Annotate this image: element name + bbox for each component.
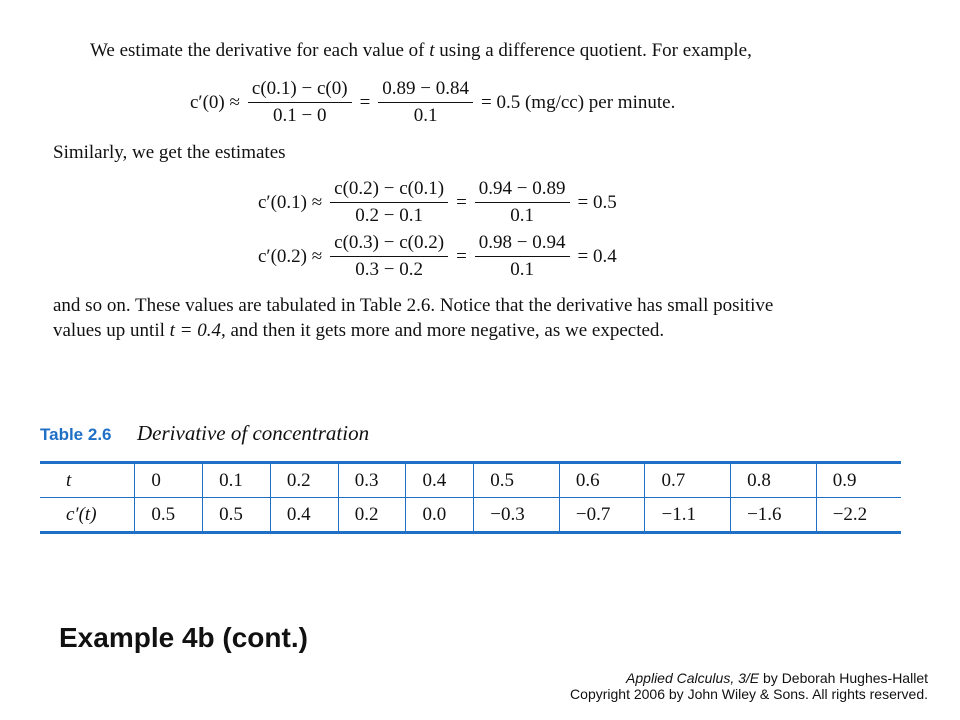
paragraph-line-1: and so on. These values are tabulated in Table 2.6. Notice that the derivative has small positive: [53, 295, 774, 316]
eq3-frac2-numerator: 0.98 − 0.94: [475, 232, 570, 257]
eq3-equals: =: [456, 245, 467, 267]
paragraph-line2-after: , and then it gets more and more negative, as we expected.: [221, 320, 665, 341]
table-header-c-prime: c′(t): [40, 498, 135, 533]
table-label: Table 2.6: [40, 425, 112, 444]
eq1-frac1-denominator: 0.1 − 0: [273, 105, 327, 126]
book-credit-line-1: [570, 670, 928, 686]
example-heading: Example 4b (cont.): [59, 622, 308, 653]
intro-variable: t: [429, 40, 435, 61]
table-caption: Derivative of concentration: [137, 421, 370, 445]
copyright-line: Copyright 2006 by John Wiley & Sons. All rights reserved.: [570, 686, 928, 702]
table-cell: 0.1: [203, 463, 271, 498]
table-cell: 0.6: [559, 463, 645, 498]
table-cell: −2.2: [816, 498, 901, 533]
eq1-frac2-numerator: 0.89 − 0.84: [378, 78, 473, 103]
table-cell: 0.8: [731, 463, 817, 498]
table-row-c-prime: [40, 498, 901, 533]
eq1-fraction-1: [248, 78, 352, 127]
eq3-lhs: c′(0.2) ≈: [258, 245, 323, 267]
eq2-frac1-numerator: c(0.2) − c(0.1): [330, 178, 448, 203]
equation-c-prime-0-2: [258, 232, 617, 281]
eq1-equals: =: [359, 91, 371, 113]
eq1-frac2-denominator: 0.1: [413, 105, 438, 126]
eq2-equals: =: [456, 191, 467, 213]
eq3-frac2-denominator: 0.1: [510, 259, 535, 280]
table-header-t: t: [40, 463, 135, 498]
eq2-frac2-denominator: 0.1: [510, 205, 535, 226]
table-cell: −1.1: [645, 498, 731, 533]
eq2-lhs: c′(0.1) ≈: [258, 191, 323, 213]
table-row-t: [40, 463, 901, 498]
table-cell: 0.4: [406, 463, 474, 498]
table-cell: 0.5: [203, 498, 271, 533]
intro-text: [90, 40, 752, 62]
eq1-result: = 0.5 (mg/cc) per minute.: [481, 91, 676, 113]
eq2-frac1-denominator: 0.2 − 0.1: [355, 205, 423, 226]
eq3-result: = 0.4: [577, 245, 617, 267]
eq3-fraction-2: [475, 232, 570, 281]
table-cell: 0.5: [474, 463, 560, 498]
derivative-table: [40, 461, 901, 534]
table-cell: 0.4: [270, 498, 338, 533]
table-cell: 0.9: [816, 463, 901, 498]
table-cell: 0.0: [406, 498, 474, 533]
book-title: Applied Calculus, 3/E: [626, 670, 760, 686]
book-author: by Deborah Hughes-Hallet: [759, 670, 928, 686]
table-cell: 0.2: [270, 463, 338, 498]
intro-after: using a difference quotient. For example,: [434, 40, 752, 61]
eq1-fraction-2: [378, 78, 473, 127]
eq3-frac1-numerator: c(0.3) − c(0.2): [330, 232, 448, 257]
table-cell: −0.7: [559, 498, 645, 533]
table-cell: 0.3: [338, 463, 406, 498]
similarly-text: Similarly, we get the estimates: [53, 142, 286, 163]
eq2-frac2-numerator: 0.94 − 0.89: [475, 178, 570, 203]
table-cell: −0.3: [474, 498, 560, 533]
table-cell: 0.2: [338, 498, 406, 533]
paragraph-line2-before: values up until: [53, 320, 170, 341]
table-cell: 0.5: [135, 498, 203, 533]
table-cell: 0.7: [645, 463, 731, 498]
intro-before: We estimate the derivative for each value of: [90, 40, 430, 61]
equation-c-prime-0: [190, 78, 675, 127]
table-cell: −1.6: [731, 498, 817, 533]
eq2-result: = 0.5: [577, 191, 617, 213]
eq3-fraction-1: [330, 232, 448, 281]
paragraph-line-2: [53, 320, 664, 342]
eq1-frac1-numerator: c(0.1) − c(0): [248, 78, 352, 103]
book-credit: [570, 670, 928, 702]
eq3-frac1-denominator: 0.3 − 0.2: [355, 259, 423, 280]
eq2-fraction-2: [475, 178, 570, 227]
equation-c-prime-0-1: [258, 178, 617, 227]
table-cell: 0: [135, 463, 203, 498]
eq1-lhs: c′(0) ≈: [190, 91, 240, 113]
paragraph-inline-math: t = 0.4: [169, 320, 221, 341]
eq2-fraction-1: [330, 178, 448, 227]
